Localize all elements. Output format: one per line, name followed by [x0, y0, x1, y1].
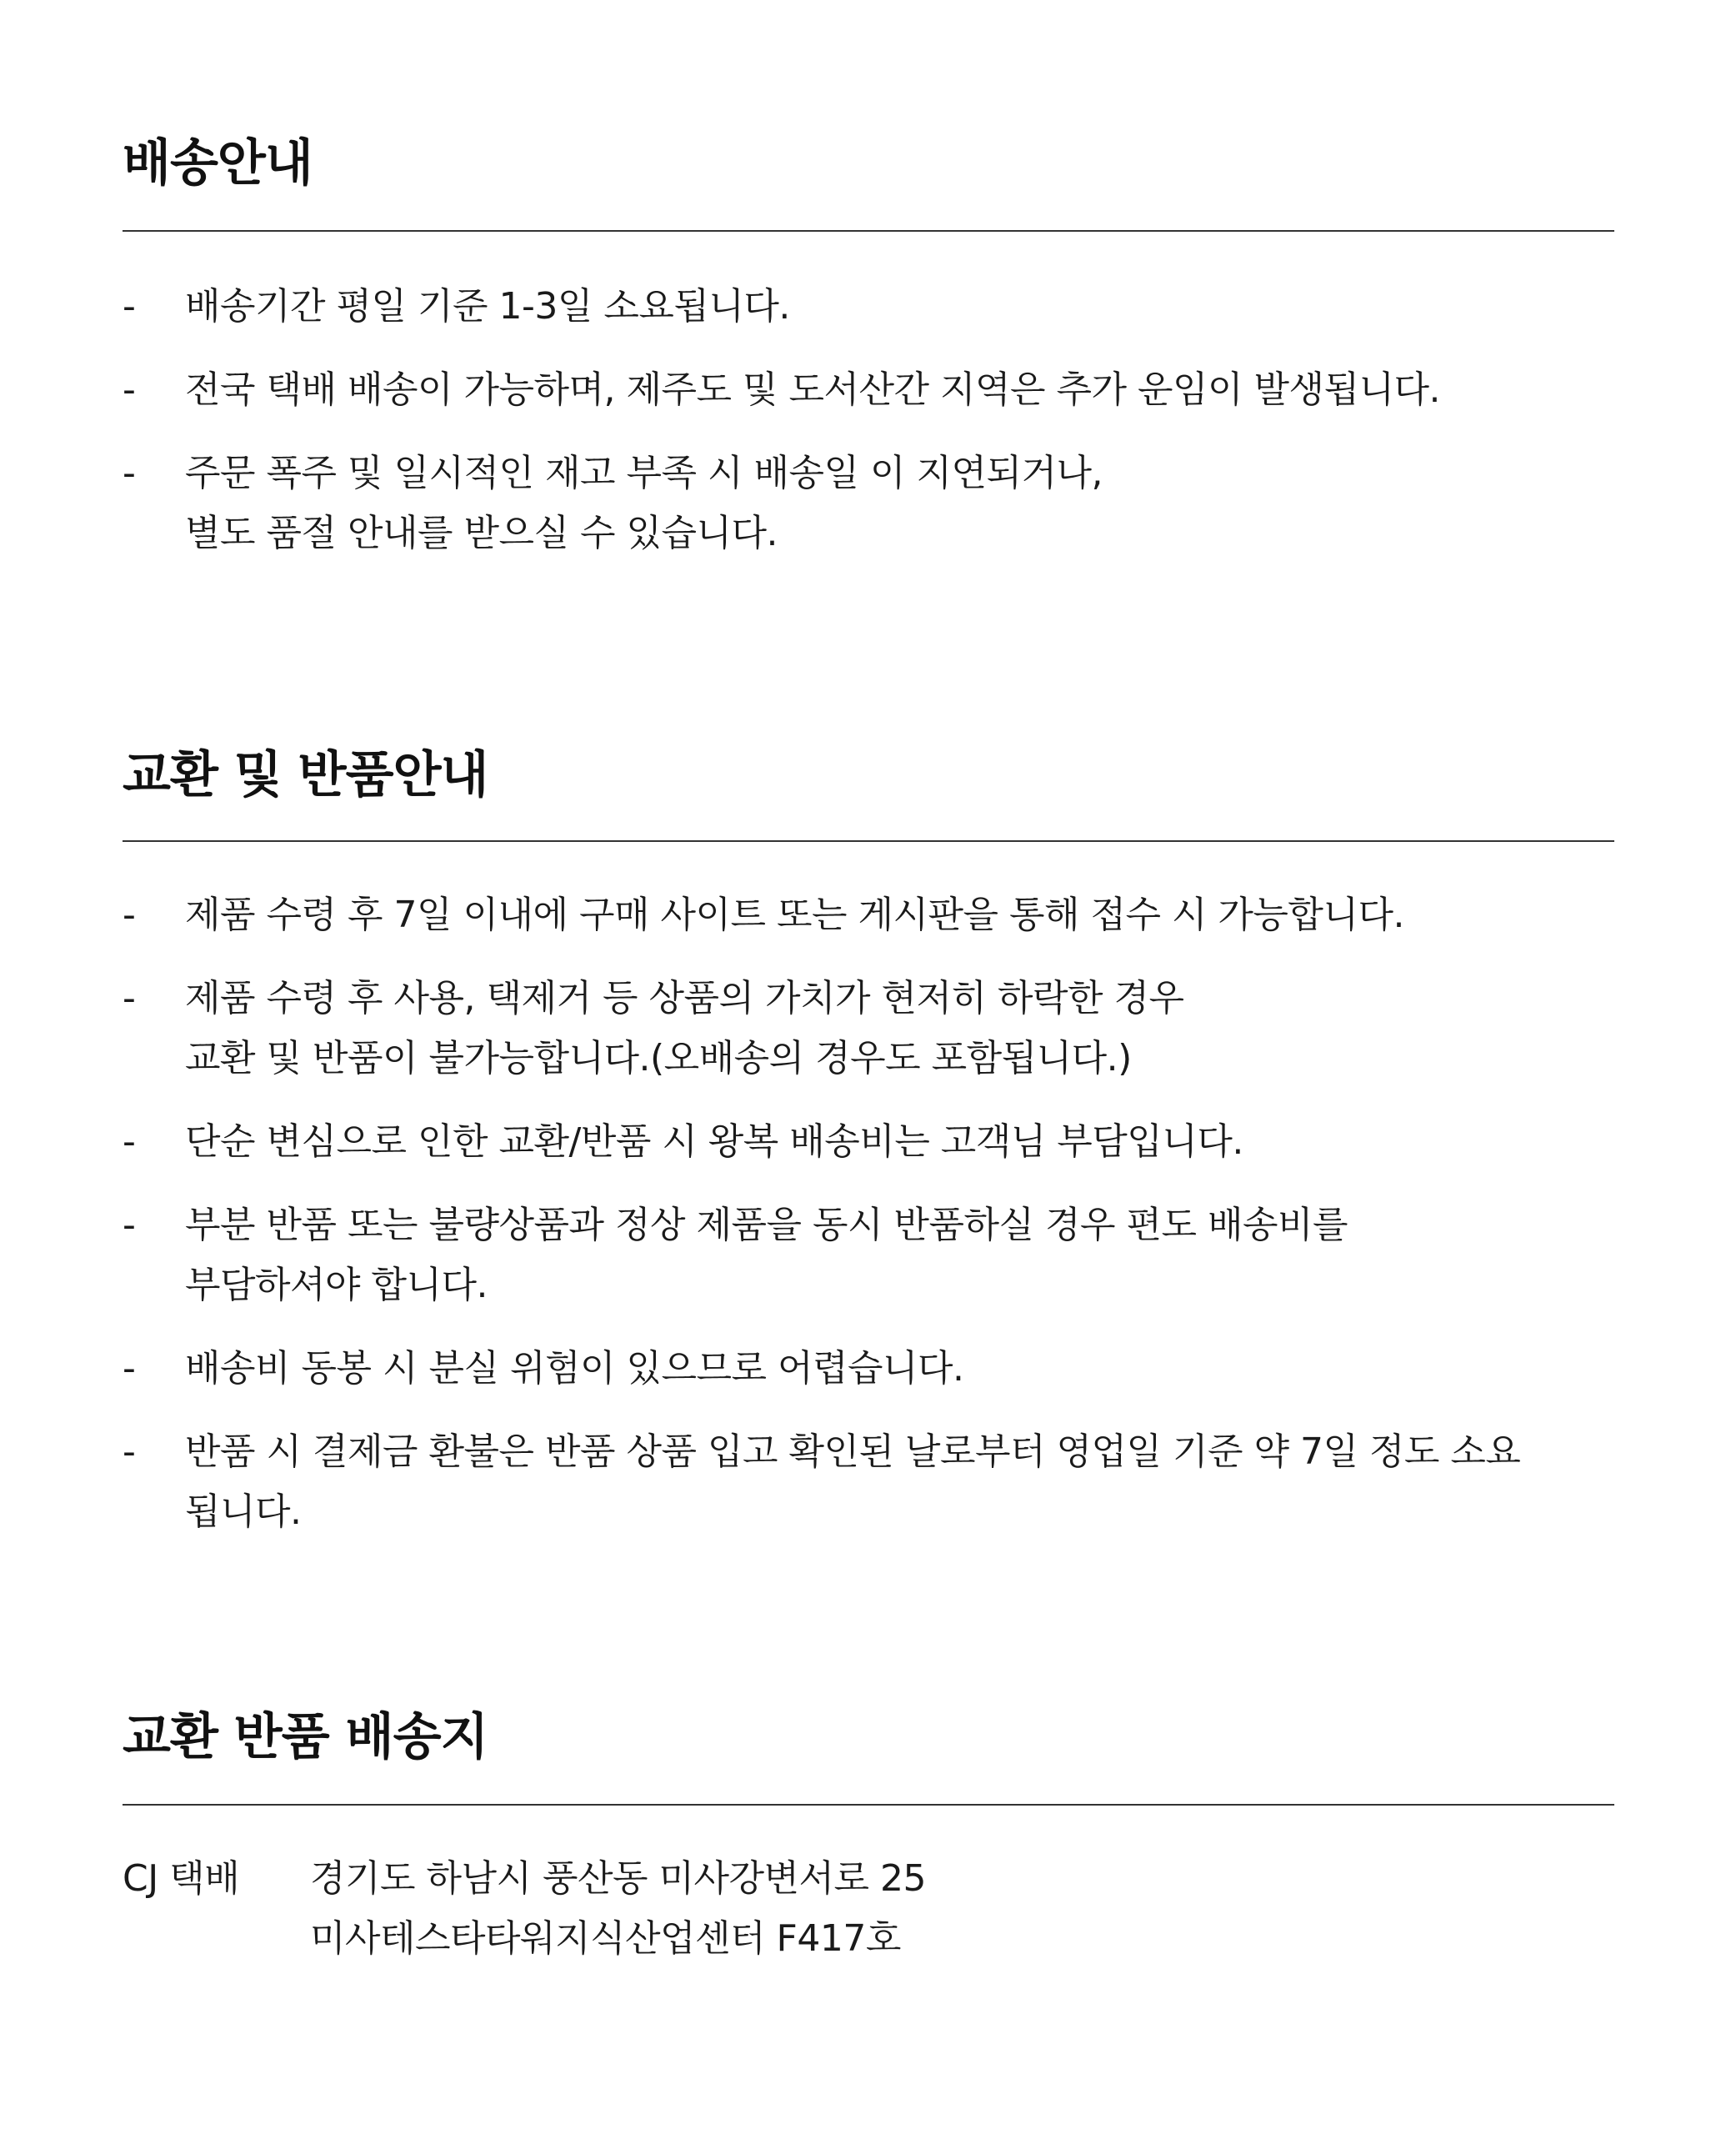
list-item-text: 됩니다. [185, 1490, 302, 1533]
shipping-section [123, 133, 1614, 193]
bullet-dash: - [123, 894, 136, 936]
list-item-text: 교환 및 반품이 불가능합니다.(오배송의 경우도 포함됩니다.) [185, 1037, 1132, 1080]
exchange-title: 교환 및 반품안내 [123, 746, 488, 804]
address-line: 미사테스타타워지식산업센터 F417호 [310, 1917, 901, 1960]
list-item [123, 1339, 1614, 1399]
bullet-dash: - [123, 285, 136, 328]
list-item [123, 1422, 1614, 1542]
list-item [123, 969, 1614, 1089]
list-item-text: 제품 수령 후 7일 이내에 구매 사이트 또는 게시판을 통해 접수 시 가능합니다. [185, 894, 1404, 936]
list-item-text: 부분 반품 또는 불량상품과 정상 제품을 동시 반품하실 경우 편도 배송비를 [185, 1204, 1348, 1246]
list-item [123, 1112, 1614, 1172]
shipping-title: 배송안내 [123, 134, 313, 193]
list-item [123, 1195, 1614, 1315]
list-item-text: 별도 품절 안내를 받으실 수 있습니다. [185, 512, 778, 554]
list-item-text: 반품 시 결제금 환불은 반품 상품 입고 확인된 날로부터 영업일 기준 약 7일 정도 소요 [185, 1430, 1521, 1473]
exchange-list [123, 885, 1614, 1565]
bullet-dash: - [123, 368, 136, 411]
list-item-text: 주문 폭주 및 일시적인 재고 부족 시 배송일 이 지연되거나, [185, 452, 1103, 494]
list-item-text: 전국 택배 배송이 가능하며, 제주도 및 도서산간 지역은 추가 운임이 발생됩니다. [185, 368, 1440, 411]
exchange-divider [123, 840, 1614, 842]
bullet-dash: - [123, 1204, 136, 1246]
list-item-text: 부담하셔야 합니다. [185, 1264, 488, 1306]
list-item [123, 885, 1614, 945]
bullet-dash: - [123, 977, 136, 1019]
list-item-text: 배송비 동봉 시 분실 위험이 있으므로 어렵습니다. [185, 1347, 964, 1390]
bullet-dash: - [123, 1430, 136, 1473]
address-lines [310, 1849, 926, 1969]
address-line: 경기도 하남시 풍산동 미사강변서로 25 [310, 1857, 926, 1900]
list-item [123, 360, 1614, 420]
return-address-divider [123, 1804, 1614, 1806]
bullet-dash: - [123, 1120, 136, 1163]
bullet-dash: - [123, 452, 136, 494]
return-address-section [123, 1707, 1614, 1767]
list-item [123, 277, 1614, 337]
return-address-title: 교환 반품 배송지 [123, 1708, 488, 1766]
list-item-text: 제품 수령 후 사용, 택제거 등 상품의 가치가 현저히 하락한 경우 [185, 977, 1184, 1019]
list-item [123, 443, 1614, 564]
carrier-name: CJ 택배 [123, 1857, 240, 1900]
bullet-dash: - [123, 1347, 136, 1390]
exchange-section [123, 745, 1614, 805]
shipping-list [123, 277, 1614, 587]
shipping-divider [123, 230, 1614, 232]
list-item-text: 단순 변심으로 인한 교환/반품 시 왕복 배송비는 고객님 부담입니다. [185, 1120, 1243, 1163]
list-item-text: 배송기간 평일 기준 1-3일 소요됩니다. [185, 285, 790, 328]
